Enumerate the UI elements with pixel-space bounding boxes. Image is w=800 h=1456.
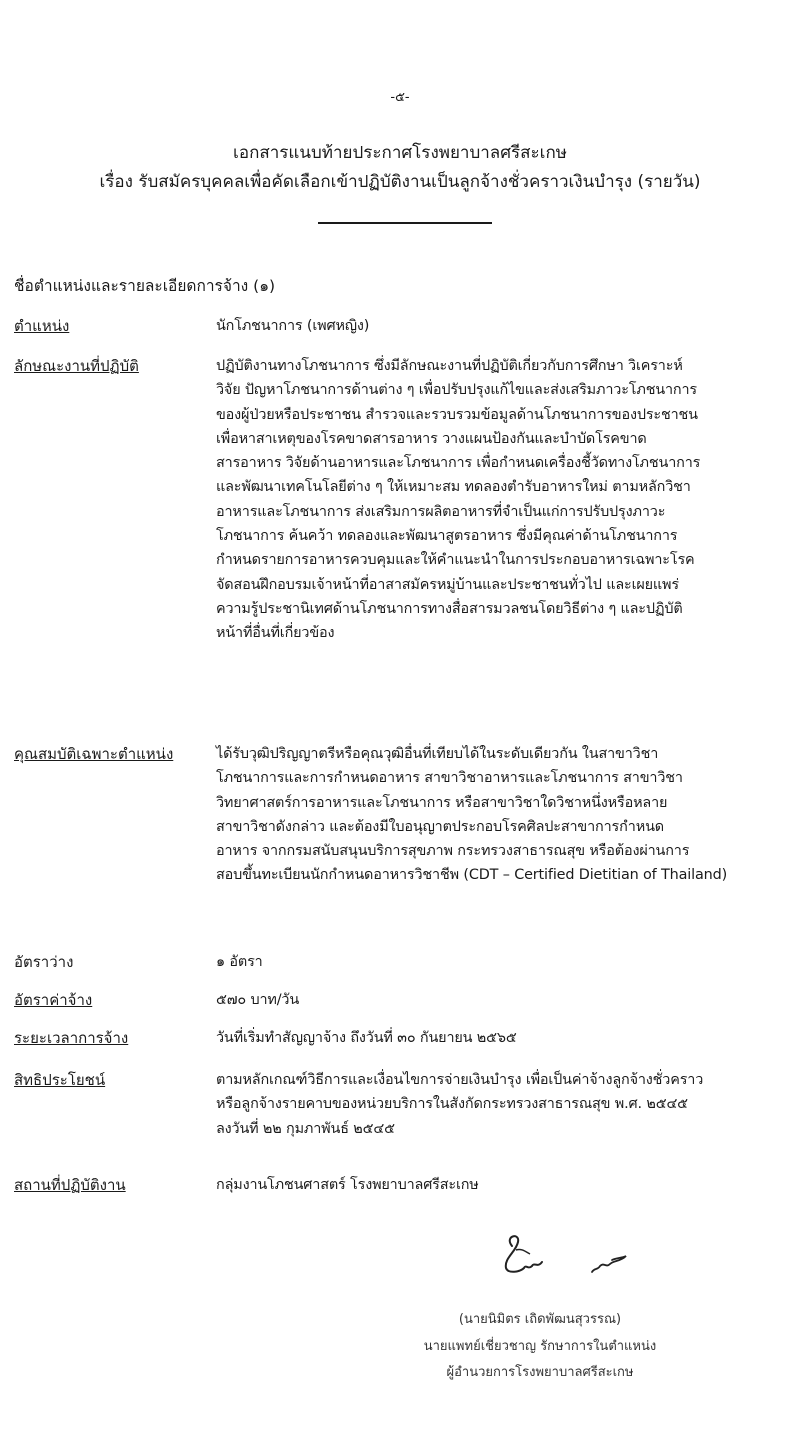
field-label: อัตราค่าจ้าง [14, 991, 93, 1009]
signature-icon [420, 1228, 680, 1288]
page-number: -๕- [390, 90, 410, 105]
section-title: ชื่อตำแหน่งและรายละเอียดการจ้าง (๑) [14, 277, 276, 295]
document-subject: เรื่อง รับสมัครบุคคลเพื่อคัดเลือกเข้าปฏิบัติงานเป็นลูกจ้างชั่วคราวเงินบำรุง (รายวัน) [99, 172, 701, 192]
field-value: ตามหลักเกณฑ์วิธีการและเงื่อนไขการจ่ายเงินบำรุง เพื่อเป็นค่าจ้างลูกจ้างชั่วคราว หรือลูกจ้างรายคาบของหน่วยบริการในสังกัดกระทรวงสาธารณสุข พ.ศ. ๒๕๔๕ ลงวันที่ ๒๒ กุมภาพันธ์ ๒๕๔๕ [216, 1072, 704, 1137]
field-value: ได้รับวุฒิปริญญาตรีหรือคุณวุฒิอื่นที่เทียบได้ในระดับเดียวกัน ในสาขาวิชา โภชนาการและการกำหนดอาหาร สาขาวิชาอาหารและโภชนาการ สาขาวิชา วิทยาศาสตร์การอาหารและโภชนาการ หรือสาขาวิชาใดวิชาหนึ่งหรือหลาย สาขาวิชาดังกล่าว และต้องมีใบอนุญาตประกอบโรคศิลปะสาขาการกำหนด อาหาร จากกรมสนับสนุนบริการสุขภาพ กระทรวงสาธารณสุข หรือต้องผ่านการ สอบขึ้นทะเบียนนักกำหนดอาหารวิชาชีพ (CDT – Certified Dietitian of Thailand) [216, 746, 728, 884]
field-label: ตำแหน่ง [14, 317, 70, 335]
signatory-organization: ผู้อำนวยการโรงพยาบาลศรีสะเกษ [446, 1365, 634, 1380]
field-label: คุณสมบัติเฉพาะตำแหน่ง [14, 745, 174, 763]
field-label: ลักษณะงานที่ปฏิบัติ [14, 357, 139, 375]
field-value: นักโภชนาการ (เพศหญิง) [216, 318, 370, 334]
field-value: วันที่เริ่มทำสัญญาจ้าง ถึงวันที่ ๓๐ กันยายน ๒๕๖๕ [216, 1030, 517, 1046]
signatory-title: นายแพทย์เชี่ยวชาญ รักษาการในตำแหน่ง [423, 1339, 657, 1354]
field-value: กลุ่มงานโภชนศาสตร์ โรงพยาบาลศรีสะเกษ [216, 1177, 479, 1193]
field-label: อัตราว่าง [14, 953, 74, 971]
field-value: ๑ อัตรา [216, 954, 263, 970]
field-label: สิทธิประโยชน์ [14, 1071, 106, 1089]
field-value: ๕๗๐ บาท/วัน [216, 992, 300, 1008]
field-value: ปฏิบัติงานทางโภชนาการ ซึ่งมีลักษณะงานที่ปฏิบัติเกี่ยวกับการศึกษา วิเคราะห์ วิจัย ปัญหาโภชนาการด้านต่าง ๆ เพื่อปรับปรุงแก้ไขและส่งเสริมภาวะโภชนาการ ของผู้ป่วยหรือประชาชน สำรวจและรวบรวมข้อมูลด้านโภชนาการของประชาชน เพื่อหาสาเหตุของโรคขาดสารอาหาร วางแผนป้องกันและบำบัดโรคขาด สารอาหาร วิจัยด้านอาหารและโภชนาการ เพื่อกำหนดเครื่องชี้วัดทางโภชนาการ และพัฒนาเทคโนโลยีต่าง ๆ ให้เหมาะสม ทดลองตำรับอาหารใหม่ ตามหลักวิชา อาหารและโภชนาการ ส่งเสริมการผลิตอาหารที่จำเป็นแก่การปรับปรุงภาวะ โภชนาการ ค้นคว้า ทดลองและพัฒนาสูตรอาหาร ซึ่งมีคุณค่าด้านโภชนาการ กำหนดรายการอาหารควบคุมและให้คำแนะนำในการประกอบอาหารเฉพาะโรค จัดสอนฝึกอบรมเจ้าหน้าที่อาสาสมัครหมู่บ้านและประชาชนทั่วไป และเผยแพร่ ความรู้ประชานิเทศด้านโภชนาการทางสื่อสารมวลชนโดยวิธีต่าง ๆ และปฏิบัติ หน้าที่อื่นที่เกี่ยวข้อง [216, 358, 701, 642]
signatory-name: (นายนิมิตร เถิดพัฒนสุวรรณ) [458, 1312, 622, 1327]
field-label: ระยะเวลาการจ้าง [14, 1029, 129, 1047]
document-heading: เอกสารแนบท้ายประกาศโรงพยาบาลศรีสะเกษ [233, 143, 567, 163]
field-label: สถานที่ปฏิบัติงาน [14, 1176, 126, 1194]
heading-divider [318, 222, 492, 224]
signature-scribble [420, 1228, 680, 1288]
